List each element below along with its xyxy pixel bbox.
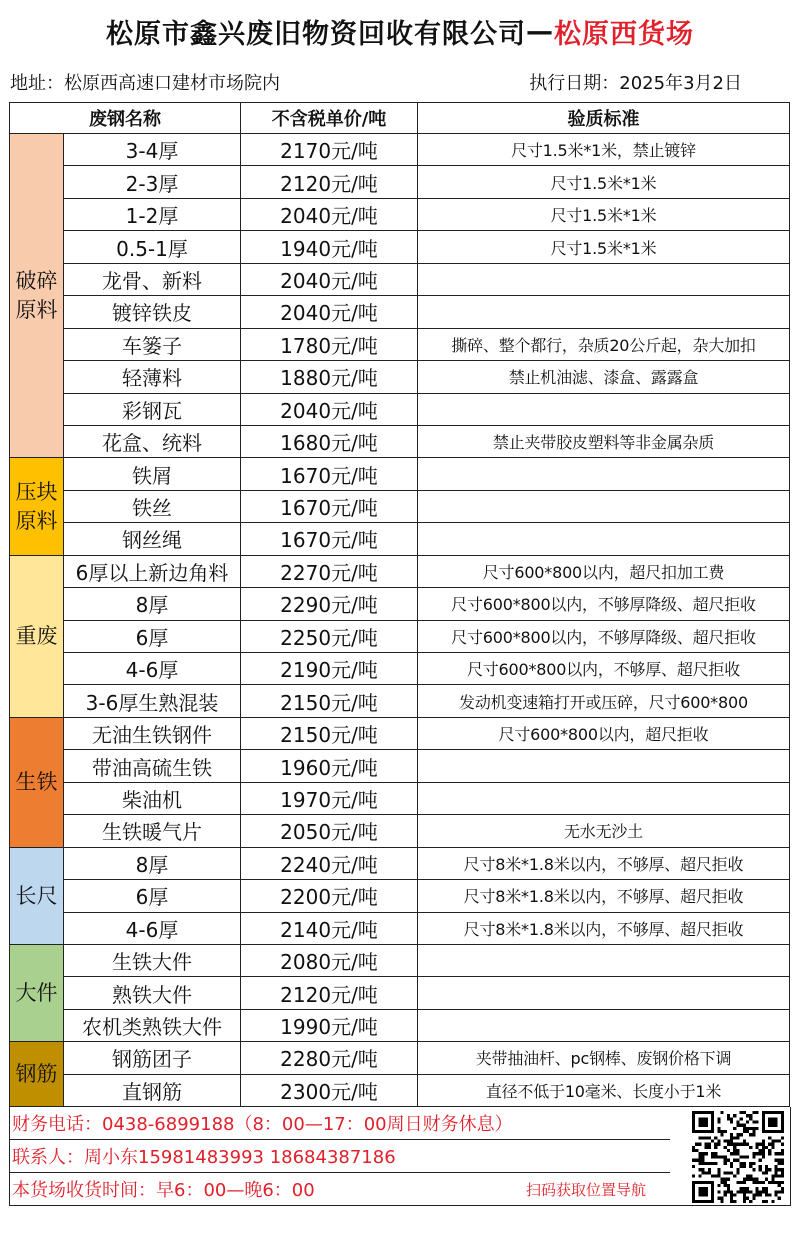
table-row bbox=[10, 880, 790, 912]
name-cell: 1-2厚 bbox=[64, 198, 241, 230]
table-row bbox=[10, 685, 790, 717]
table-row bbox=[10, 555, 790, 587]
name-cell: 轻薄料 bbox=[64, 361, 241, 393]
name-cell: 农机类熟铁大件 bbox=[64, 1009, 241, 1041]
standard-cell bbox=[418, 750, 790, 782]
table-row bbox=[10, 328, 790, 360]
category-cell bbox=[10, 134, 64, 458]
table-row bbox=[10, 1042, 790, 1074]
price-cell: 2080元/吨 bbox=[241, 944, 418, 976]
effective-date: 执行日期：2025年3月2日 bbox=[529, 73, 742, 94]
receiving-hours: 本货场收货时间：早6：00—晚6：00 bbox=[12, 1180, 315, 1202]
standard-cell: 直径不低于10毫米、长度小于1米 bbox=[418, 1074, 790, 1106]
yard-name: 松原西货场 bbox=[554, 18, 694, 50]
table-row bbox=[10, 458, 790, 490]
name-cell: 生铁大件 bbox=[64, 944, 241, 976]
name-cell: 8厚 bbox=[64, 588, 241, 620]
standard-cell: 尺寸1.5米*1米 bbox=[418, 231, 790, 263]
category-cell: 长尺 bbox=[10, 847, 64, 944]
price-table bbox=[9, 102, 790, 1107]
table-header-row bbox=[10, 103, 790, 134]
table-row bbox=[10, 1009, 790, 1041]
table-row bbox=[10, 134, 790, 166]
table-row bbox=[10, 1074, 790, 1106]
standard-cell bbox=[418, 782, 790, 814]
name-cell: 6厚 bbox=[64, 620, 241, 652]
standard-cell: 尺寸600*800以内，超尺拒收 bbox=[418, 717, 790, 749]
qr-code-icon[interactable] bbox=[692, 1111, 784, 1203]
standard-cell: 禁止夹带胶皮塑料等非金属杂质 bbox=[418, 425, 790, 457]
finance-phone: 财务电话：0438-6899188（8：00—17：00周日财务休息） bbox=[12, 1114, 513, 1136]
price-cell: 2140元/吨 bbox=[241, 912, 418, 944]
finance-phone-row bbox=[10, 1107, 670, 1140]
name-cell: 镀锌铁皮 bbox=[64, 296, 241, 328]
name-cell: 3-4厚 bbox=[64, 134, 241, 166]
name-cell: 彩钢瓦 bbox=[64, 393, 241, 425]
price-cell: 1670元/吨 bbox=[241, 458, 418, 490]
nav-hint: 扫码获取位置导航 bbox=[525, 1180, 646, 1199]
price-cell: 2150元/吨 bbox=[241, 685, 418, 717]
price-cell: 2170元/吨 bbox=[241, 134, 418, 166]
standard-cell: 尺寸1.5米*1米，禁止镀锌 bbox=[418, 134, 790, 166]
category-cell: 生铁 bbox=[10, 717, 64, 847]
name-cell: 2-3厚 bbox=[64, 166, 241, 198]
price-cell: 2200元/吨 bbox=[241, 880, 418, 912]
header-price: 不含税单价/吨 bbox=[241, 103, 418, 134]
name-cell: 铁屑 bbox=[64, 458, 241, 490]
name-cell: 3-6厚生熟混装 bbox=[64, 685, 241, 717]
standard-cell: 无水无沙土 bbox=[418, 815, 790, 847]
price-cell: 2120元/吨 bbox=[241, 166, 418, 198]
standard-cell bbox=[418, 296, 790, 328]
standard-cell bbox=[418, 263, 790, 295]
price-cell: 1970元/吨 bbox=[241, 782, 418, 814]
price-cell: 1940元/吨 bbox=[241, 231, 418, 263]
category-label-part: 原料 bbox=[15, 297, 58, 322]
standard-cell bbox=[418, 458, 790, 490]
price-cell: 2040元/吨 bbox=[241, 296, 418, 328]
price-cell: 2150元/吨 bbox=[241, 717, 418, 749]
standard-cell: 尺寸600*800以内，不够厚、超尺拒收 bbox=[418, 653, 790, 685]
standard-cell: 尺寸8米*1.8米以内，不够厚、超尺拒收 bbox=[418, 880, 790, 912]
price-cell: 1880元/吨 bbox=[241, 361, 418, 393]
table-row bbox=[10, 425, 790, 457]
table-row bbox=[10, 198, 790, 230]
name-cell: 0.5-1厚 bbox=[64, 231, 241, 263]
name-cell: 6厚以上新边角料 bbox=[64, 555, 241, 587]
price-cell: 1990元/吨 bbox=[241, 1009, 418, 1041]
standard-cell bbox=[418, 977, 790, 1009]
table-row bbox=[10, 717, 790, 749]
address: 地址：松原西高速口建材市场院内 bbox=[10, 73, 280, 94]
name-cell: 生铁暖气片 bbox=[64, 815, 241, 847]
name-cell: 无油生铁钢件 bbox=[64, 717, 241, 749]
category-cell: 大件 bbox=[10, 944, 64, 1041]
table-row bbox=[10, 653, 790, 685]
standard-cell: 禁止机油滤、漆盒、露露盒 bbox=[418, 361, 790, 393]
table-row bbox=[10, 296, 790, 328]
name-cell: 柴油机 bbox=[64, 782, 241, 814]
name-cell: 直钢筋 bbox=[64, 1074, 241, 1106]
name-cell: 带油高硫生铁 bbox=[64, 750, 241, 782]
table-row bbox=[10, 782, 790, 814]
price-cell: 2190元/吨 bbox=[241, 653, 418, 685]
price-cell: 2300元/吨 bbox=[241, 1074, 418, 1106]
company-name: 松原市鑫兴废旧物资回收有限公司 bbox=[106, 18, 526, 50]
standard-cell bbox=[418, 393, 790, 425]
category-label-part: 压块 bbox=[15, 480, 58, 505]
price-cell: 1780元/吨 bbox=[241, 328, 418, 360]
standard-cell bbox=[418, 1009, 790, 1041]
name-cell: 龙骨、新料 bbox=[64, 263, 241, 295]
standard-cell: 尺寸1.5米*1米 bbox=[418, 166, 790, 198]
table-row bbox=[10, 847, 790, 879]
name-cell: 花盒、统料 bbox=[64, 425, 241, 457]
name-cell: 8厚 bbox=[64, 847, 241, 879]
table-row bbox=[10, 815, 790, 847]
page-title bbox=[0, 0, 800, 62]
table-row bbox=[10, 393, 790, 425]
standard-cell: 尺寸8米*1.8米以内，不够厚、超尺拒收 bbox=[418, 847, 790, 879]
price-cell: 2120元/吨 bbox=[241, 977, 418, 1009]
header-name: 废钢名称 bbox=[10, 103, 241, 134]
table-row bbox=[10, 944, 790, 976]
price-cell: 2240元/吨 bbox=[241, 847, 418, 879]
title-dash: — bbox=[526, 15, 554, 47]
table-row bbox=[10, 263, 790, 295]
name-cell: 4-6厚 bbox=[64, 653, 241, 685]
price-cell: 1670元/吨 bbox=[241, 490, 418, 522]
price-cell: 1960元/吨 bbox=[241, 750, 418, 782]
price-cell: 2290元/吨 bbox=[241, 588, 418, 620]
price-cell: 2040元/吨 bbox=[241, 263, 418, 295]
standard-cell: 尺寸600*800以内，不够厚降级、超尺拒收 bbox=[418, 620, 790, 652]
standard-cell bbox=[418, 490, 790, 522]
name-cell: 铁丝 bbox=[64, 490, 241, 522]
table-row bbox=[10, 620, 790, 652]
contact: 联系人：周小东15981483993 18684387186 bbox=[12, 1147, 396, 1169]
name-cell: 4-6厚 bbox=[64, 912, 241, 944]
meta-row bbox=[0, 62, 800, 102]
contact-row bbox=[10, 1140, 670, 1173]
category-cell: 钢筋 bbox=[10, 1042, 64, 1107]
standard-cell bbox=[418, 523, 790, 555]
name-cell: 钢丝绳 bbox=[64, 523, 241, 555]
name-cell: 熟铁大件 bbox=[64, 977, 241, 1009]
price-cell: 2040元/吨 bbox=[241, 198, 418, 230]
price-cell: 2050元/吨 bbox=[241, 815, 418, 847]
standard-cell: 尺寸1.5米*1米 bbox=[418, 198, 790, 230]
standard-cell: 尺寸600*800以内，超尺扣加工费 bbox=[418, 555, 790, 587]
table-row bbox=[10, 523, 790, 555]
table-row bbox=[10, 231, 790, 263]
price-cell: 2270元/吨 bbox=[241, 555, 418, 587]
name-cell: 钢筋团子 bbox=[64, 1042, 241, 1074]
category-cell bbox=[10, 458, 64, 555]
standard-cell: 撕碎、整个都行，杂质20公斤起，杂大加扣 bbox=[418, 328, 790, 360]
price-cell: 2250元/吨 bbox=[241, 620, 418, 652]
name-cell: 6厚 bbox=[64, 880, 241, 912]
table-row bbox=[10, 588, 790, 620]
category-label-part: 破碎 bbox=[15, 269, 58, 294]
price-cell: 1670元/吨 bbox=[241, 523, 418, 555]
price-cell: 2040元/吨 bbox=[241, 393, 418, 425]
table-row bbox=[10, 361, 790, 393]
standard-cell: 尺寸8米*1.8米以内，不够厚、超尺拒收 bbox=[418, 912, 790, 944]
table-row bbox=[10, 750, 790, 782]
name-cell: 车篓子 bbox=[64, 328, 241, 360]
table-row bbox=[10, 977, 790, 1009]
price-cell: 1680元/吨 bbox=[241, 425, 418, 457]
hours-row bbox=[10, 1173, 670, 1206]
standard-cell: 发动机变速箱打开或压碎，尺寸600*800 bbox=[418, 685, 790, 717]
table-row bbox=[10, 490, 790, 522]
table-row bbox=[10, 912, 790, 944]
footer bbox=[9, 1107, 791, 1206]
header-standard: 验质标准 bbox=[418, 103, 790, 134]
category-cell: 重废 bbox=[10, 555, 64, 717]
standard-cell: 尺寸600*800以内，不够厚降级、超尺拒收 bbox=[418, 588, 790, 620]
table-row bbox=[10, 166, 790, 198]
standard-cell bbox=[418, 944, 790, 976]
price-cell: 2280元/吨 bbox=[241, 1042, 418, 1074]
table-body bbox=[10, 134, 790, 1107]
category-label-part: 原料 bbox=[15, 508, 58, 533]
standard-cell: 夹带抽油杆、pc钢棒、废钢价格下调 bbox=[418, 1042, 790, 1074]
